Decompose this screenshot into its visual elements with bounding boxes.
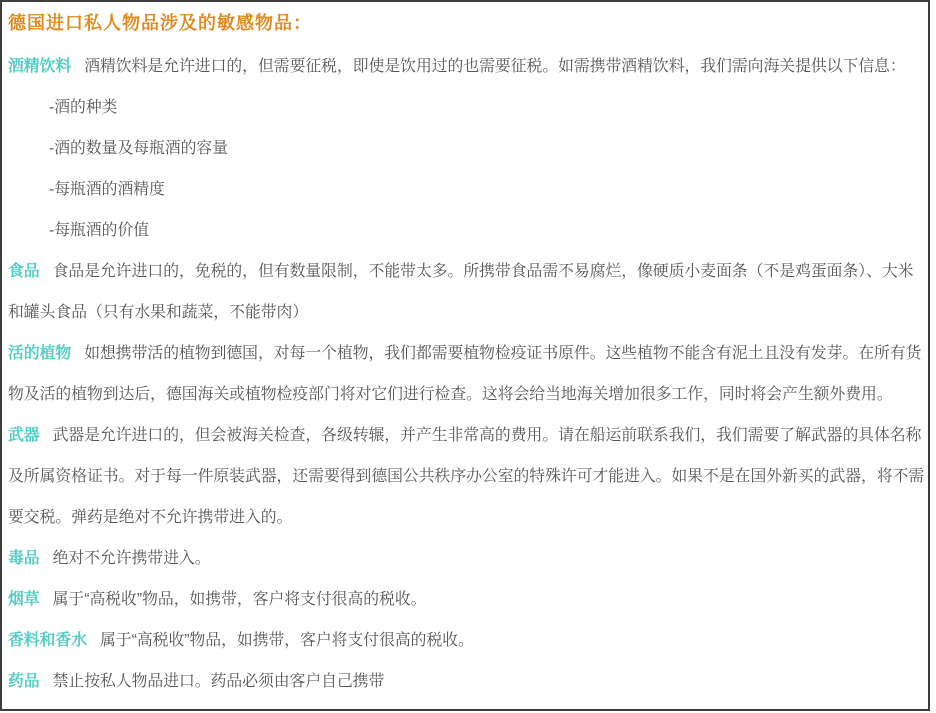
section-text-weapons: 武器是允许进口的，但会被海关检查，各级转辗，并产生非常高的费用。请在船运前联系我们，我们需要了解武器的具体名称及所属资格证书。对于每一件原装武器，还需要得到德国公共秩序办公室的特殊许可才能进入。如果不是在国外新买的武器，将不需要交税。弹药是绝对不允许携带进入的。 xyxy=(8,427,925,526)
section-medicine xyxy=(8,661,928,702)
list-item-wine-alcohol-degree: -每瓶酒的酒精度 xyxy=(49,181,165,198)
section-heading-alcoholic-drinks: 酒精饮料 xyxy=(8,58,72,75)
section-spices-perfume xyxy=(8,620,928,661)
list-item-wine-value: -每瓶酒的价值 xyxy=(49,222,150,239)
section-paragraph xyxy=(8,661,928,702)
section-text-medicine: 禁止按私人物品进口。药品必须由客户自己携带 xyxy=(52,673,385,690)
section-paragraph xyxy=(8,415,928,538)
alcohol-info-list xyxy=(8,87,928,251)
section-paragraph xyxy=(8,333,928,415)
section-text-alcoholic-drinks: 酒精饮料是允许进口的，但需要征税，即使是饮用过的也需要征税。如需携带酒精饮料，我们需向海关提供以下信息： xyxy=(84,58,906,75)
section-text-drugs: 绝对不允许携带进入。 xyxy=(52,550,211,567)
section-live-plants xyxy=(8,333,928,415)
section-text-spices-perfume: 属于“高税收”物品，如携带，客户将支付很高的税收。 xyxy=(100,632,474,649)
list-item-wine-quantity: -酒的数量及每瓶酒的容量 xyxy=(49,140,229,157)
section-paragraph xyxy=(8,251,928,333)
section-paragraph xyxy=(8,538,928,579)
section-drugs xyxy=(8,538,928,579)
section-alcoholic-drinks xyxy=(8,46,928,251)
section-text-food: 食品是允许进口的，免税的，但有数量限制，不能带太多。所携带食品需不易腐烂，像硬质小麦面条（不是鸡蛋面条）、大米和罐头食品（只有水果和蔬菜，不能带肉） xyxy=(8,263,914,321)
section-text-live-plants: 如想携带活的植物到德国，对每一个植物，我们都需要植物检疫证书原件。这些植物不能含有泥土且没有发芽。在所有货物及活的植物到达后，德国海关或植物检疫部门将对它们进行检查。这将会给当地海关增加很多工作，同时将会产生额外费用。 xyxy=(8,345,922,403)
section-heading-weapons: 武器 xyxy=(8,427,40,444)
section-paragraph xyxy=(8,620,928,661)
section-heading-spices-perfume: 香料和香水 xyxy=(8,632,87,649)
section-paragraph xyxy=(8,579,928,620)
section-heading-drugs: 毒品 xyxy=(8,550,40,567)
section-weapons xyxy=(8,415,928,538)
section-food xyxy=(8,251,928,333)
section-heading-tobacco: 烟草 xyxy=(8,591,40,608)
section-paragraph xyxy=(8,46,928,87)
section-tobacco xyxy=(8,579,928,620)
list-item-wine-type: -酒的种类 xyxy=(49,99,118,116)
page-title: 德国进口私人物品涉及的敏感物品： xyxy=(8,13,312,33)
section-heading-food: 食品 xyxy=(8,263,40,280)
section-text-tobacco: 属于“高税收”物品，如携带，客户将支付很高的税收。 xyxy=(52,591,427,608)
section-heading-medicine: 药品 xyxy=(8,673,40,690)
section-heading-live-plants: 活的植物 xyxy=(8,345,72,362)
